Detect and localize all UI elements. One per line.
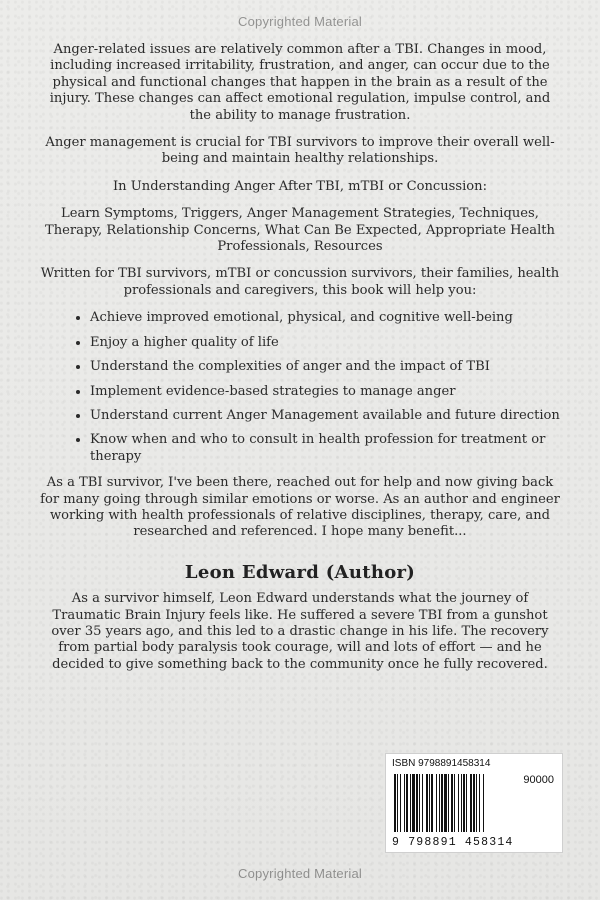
- barcode-bar: [406, 774, 408, 832]
- barcode-bar: [473, 774, 475, 832]
- benefit-item: Understand the complexities of anger and the impact of TBI: [76, 359, 562, 375]
- isbn-label: ISBN 9798891458314: [392, 758, 491, 769]
- barcode-bar: [476, 774, 477, 832]
- barcode-bar: [448, 774, 449, 832]
- barcode-bar: [394, 774, 396, 832]
- copyright-watermark-bottom: Copyrighted Material: [238, 866, 362, 881]
- intro-paragraph-3: In Understanding Anger After TBI, mTBI or Concussion:: [112, 178, 488, 194]
- barcode-bar: [461, 774, 462, 832]
- barcode-bar: [483, 774, 484, 832]
- intro-paragraph-1: Anger-related issues are relatively common after a TBI. Changes in mood, including increased irritability, frustration, and anger, can occur due to the physical and functional changes that happen in the brain as a result of the injury. These changes can affect emotional regulation, impulse control, and the ability to manage frustration.: [49, 42, 551, 123]
- barcode-bars-icon: [394, 774, 514, 832]
- back-cover-text: [38, 42, 562, 684]
- benefit-item: Know when and who to consult in health profession for treatment or therapy: [76, 432, 562, 465]
- author-heading: Leon Edward (Author): [184, 561, 416, 583]
- author-bio: As a survivor himself, Leon Edward understands what the journey of Traumatic Brain Injury feels like. He suffered a severe TBI from a gunshot over 35 years ago, and this led to a drastic change in his life. The recovery from partial body paralysis took courage, will and lots of effort — and he decided to give something back to the community once he fully recovered.: [51, 591, 549, 672]
- barcode-bar: [412, 774, 415, 832]
- audience-paragraph: Written for TBI survivors, mTBI or concussion survivors, their families, health professionals and caregivers, this book will help you:: [40, 266, 560, 298]
- topics-paragraph: Learn Symptoms, Triggers, Anger Management Strategies, Techniques, Therapy, Relationship Concerns, What Can Be Expected, Appropriate Health Professionals, Resources: [45, 206, 555, 255]
- benefit-item: Achieve improved emotional, physical, and cognitive well-being: [76, 310, 562, 326]
- barcode-bar: [458, 774, 459, 832]
- barcode-bar: [451, 774, 453, 832]
- barcode-bar: [426, 774, 428, 832]
- price-code: 90000: [523, 774, 554, 786]
- benefits-list: [38, 310, 562, 465]
- barcode-bar: [400, 774, 401, 832]
- isbn-barcode-box: [385, 753, 563, 853]
- barcode-bar: [479, 774, 480, 832]
- barcode-bar: [397, 774, 398, 832]
- barcode-bar: [454, 774, 455, 832]
- barcode-bar: [410, 774, 411, 832]
- benefit-item: Understand current Anger Management available and future direction: [76, 408, 562, 424]
- barcode-bar: [404, 774, 405, 832]
- benefit-item: Implement evidence-based strategies to manage anger: [76, 384, 562, 400]
- barcode-bar: [463, 774, 465, 832]
- barcode-bar: [416, 774, 418, 832]
- barcode-bar: [431, 774, 433, 832]
- barcode-bar: [439, 774, 440, 832]
- benefit-item: Enjoy a higher quality of life: [76, 335, 562, 351]
- barcode-bar: [444, 774, 447, 832]
- closing-paragraph: As a TBI survivor, I've been there, reached out for help and now giving back for many going through similar emotions or worse. As an author and engineer working with health professionals of relative disciplines, therapy, care, and researched and referenced. I hope many benefit...: [40, 475, 560, 540]
- barcode-bar: [419, 774, 420, 832]
- barcode-bar: [441, 774, 443, 832]
- intro-paragraph-2: Anger management is crucial for TBI survivors to improve their overall well-being and maintain healthy relationships.: [45, 135, 555, 167]
- barcode-bar: [466, 774, 467, 832]
- copyright-watermark-top: Copyrighted Material: [238, 14, 362, 29]
- barcode-bar: [470, 774, 472, 832]
- barcode-bar: [429, 774, 430, 832]
- barcode-bar: [422, 774, 423, 832]
- barcode-bar: [436, 774, 437, 832]
- isbn-digits: 9 798891 458314: [392, 836, 514, 849]
